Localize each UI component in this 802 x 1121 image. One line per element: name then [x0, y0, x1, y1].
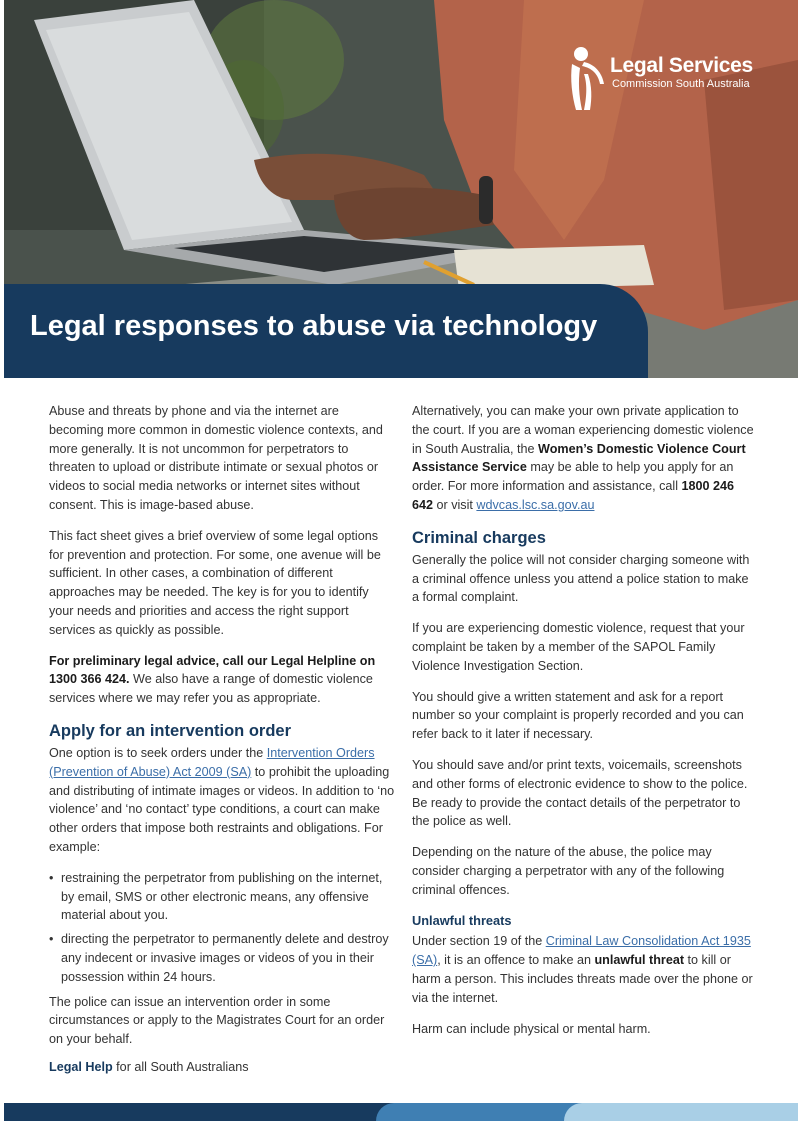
left-column	[49, 402, 395, 1061]
private-text-a: Alternatively, you can make your own private application to the court. If you are a woman experiencing domestic violence in South Australia, the	[412, 404, 754, 456]
logo-title: Legal Services	[610, 54, 753, 77]
criminal-paragraph-3: You should give a written statement and ask for a report number so your complaint is properly recorded and you can refer back to it later if necessary.	[412, 689, 744, 742]
footer-rest: for all South Australians	[112, 1060, 249, 1074]
legal-services-logo[interactable]	[564, 44, 764, 114]
criminal-paragraph-5: Depending on the nature of the abuse, the police may consider charging a perpetrator with any of the following criminal offences.	[412, 845, 725, 897]
criminal-law-act-link[interactable]: Criminal Law Consolidation Act 1935 (SA)	[412, 934, 751, 968]
footer-bold: Legal Help	[49, 1060, 113, 1074]
harm-paragraph: Harm can include physical or mental harm.	[412, 1021, 651, 1036]
heading-intervention-order: Apply for an intervention order	[49, 721, 292, 740]
wdvcas-service-name: Women’s Domestic Violence Court Assistance Service	[412, 441, 746, 475]
right-column	[412, 402, 758, 1050]
intervention-paragraph	[49, 744, 395, 857]
person-figure-icon	[564, 44, 610, 114]
helpline-rest: We also have a range of domestic violence services where we may refer you as appropriate.	[49, 672, 373, 706]
title-band	[4, 284, 648, 378]
unlawful-threat-bold: unlawful threat	[594, 953, 685, 968]
intervention-act-link[interactable]: Intervention Orders (Prevention of Abuse) Act 2009 (SA)	[49, 745, 375, 779]
helpline-paragraph	[49, 652, 395, 708]
page-title: Legal responses to abuse via technology	[30, 310, 598, 342]
heading-criminal-charges: Criminal charges	[412, 528, 546, 547]
criminal-paragraph-1: Generally the police will not consider charging someone with a criminal offence unless you attend a police station to make a formal complaint.	[412, 552, 750, 605]
intro-paragraph: Abuse and threats by phone and via the internet are becoming more common in domestic violence contexts, and more generally. It is not uncommon for perpetrators to threaten to upload or distribute intimate or sexual photos or videos to social media networks or internet sites without consent. This is image-based abuse.	[49, 404, 383, 512]
helpline-bold: For preliminary legal advice, call our Legal Helpline on 1300 366 424.	[49, 653, 376, 687]
threats-text-a: Under section 19 of the	[412, 934, 546, 949]
criminal-paragraph-4: You should save and/or print texts, voicemails, screenshots and other forms of electronic evidence to show to the police. Be ready to provide the contact details of the perpetrator to the police as well.	[412, 757, 748, 829]
fact-sheet-page	[4, 0, 798, 1121]
wave-shape-light	[564, 1103, 798, 1121]
hero-photo	[4, 0, 798, 378]
unlawful-threats-paragraph	[412, 932, 758, 1007]
footer-tagline	[49, 1060, 249, 1074]
list-item: • directing the perpetrator to permanently delete and destroy any indecent or invasive images or videos of you in their possession within 24 hours.	[49, 930, 395, 986]
overview-paragraph: This fact sheet gives a brief overview of some legal options for prevention and protection. For some, one avenue will be sufficient. In other cases, a combination of different approaches may be needed. The key is for you to identify your needs and priorities and access the right support services as quickly as possible.	[49, 528, 381, 637]
intervention-text-a: One option is to seek orders under the	[49, 745, 267, 760]
wdvcas-website-link[interactable]: wdvcas.lsc.sa.gov.au	[476, 497, 595, 512]
threats-text-b: , it is an offence to make an	[437, 953, 595, 968]
private-text-c: or visit	[433, 497, 477, 512]
heading-unlawful-threats: Unlawful threats	[412, 912, 512, 928]
criminal-paragraph-2: If you are experiencing domestic violence, request that your complaint be taken by a member of the SAPOL Family Violence Investigation Section.	[412, 621, 745, 673]
private-application-paragraph	[412, 402, 758, 515]
police-order-paragraph: The police can issue an intervention order in some circumstances or apply to the Magistrates Court for an order on your behalf.	[49, 994, 385, 1047]
order-examples-list	[49, 869, 395, 987]
logo-subtitle: Commission South Australia	[612, 78, 750, 90]
bottom-decorative-band	[4, 1103, 798, 1121]
list-item: • restraining the perpetrator from publishing on the internet, by email, SMS or other electronic means, any offensive material about you.	[49, 869, 395, 925]
threats-text-c: to kill or harm a person. This includes threats made over the phone or via the internet.	[412, 953, 753, 1005]
wdvcas-phone: 1800 246 642	[412, 479, 735, 512]
private-text-b: may be able to help you apply for an order. For more information and assistance, call	[412, 460, 734, 494]
intervention-text-b: to prohibit the uploading and distributing of intimate images or videos. In addition to ‘no violence’ and ‘no contact’ type conditions, a court can make other orders that impose both restraints and obligations. For example:	[49, 764, 395, 854]
